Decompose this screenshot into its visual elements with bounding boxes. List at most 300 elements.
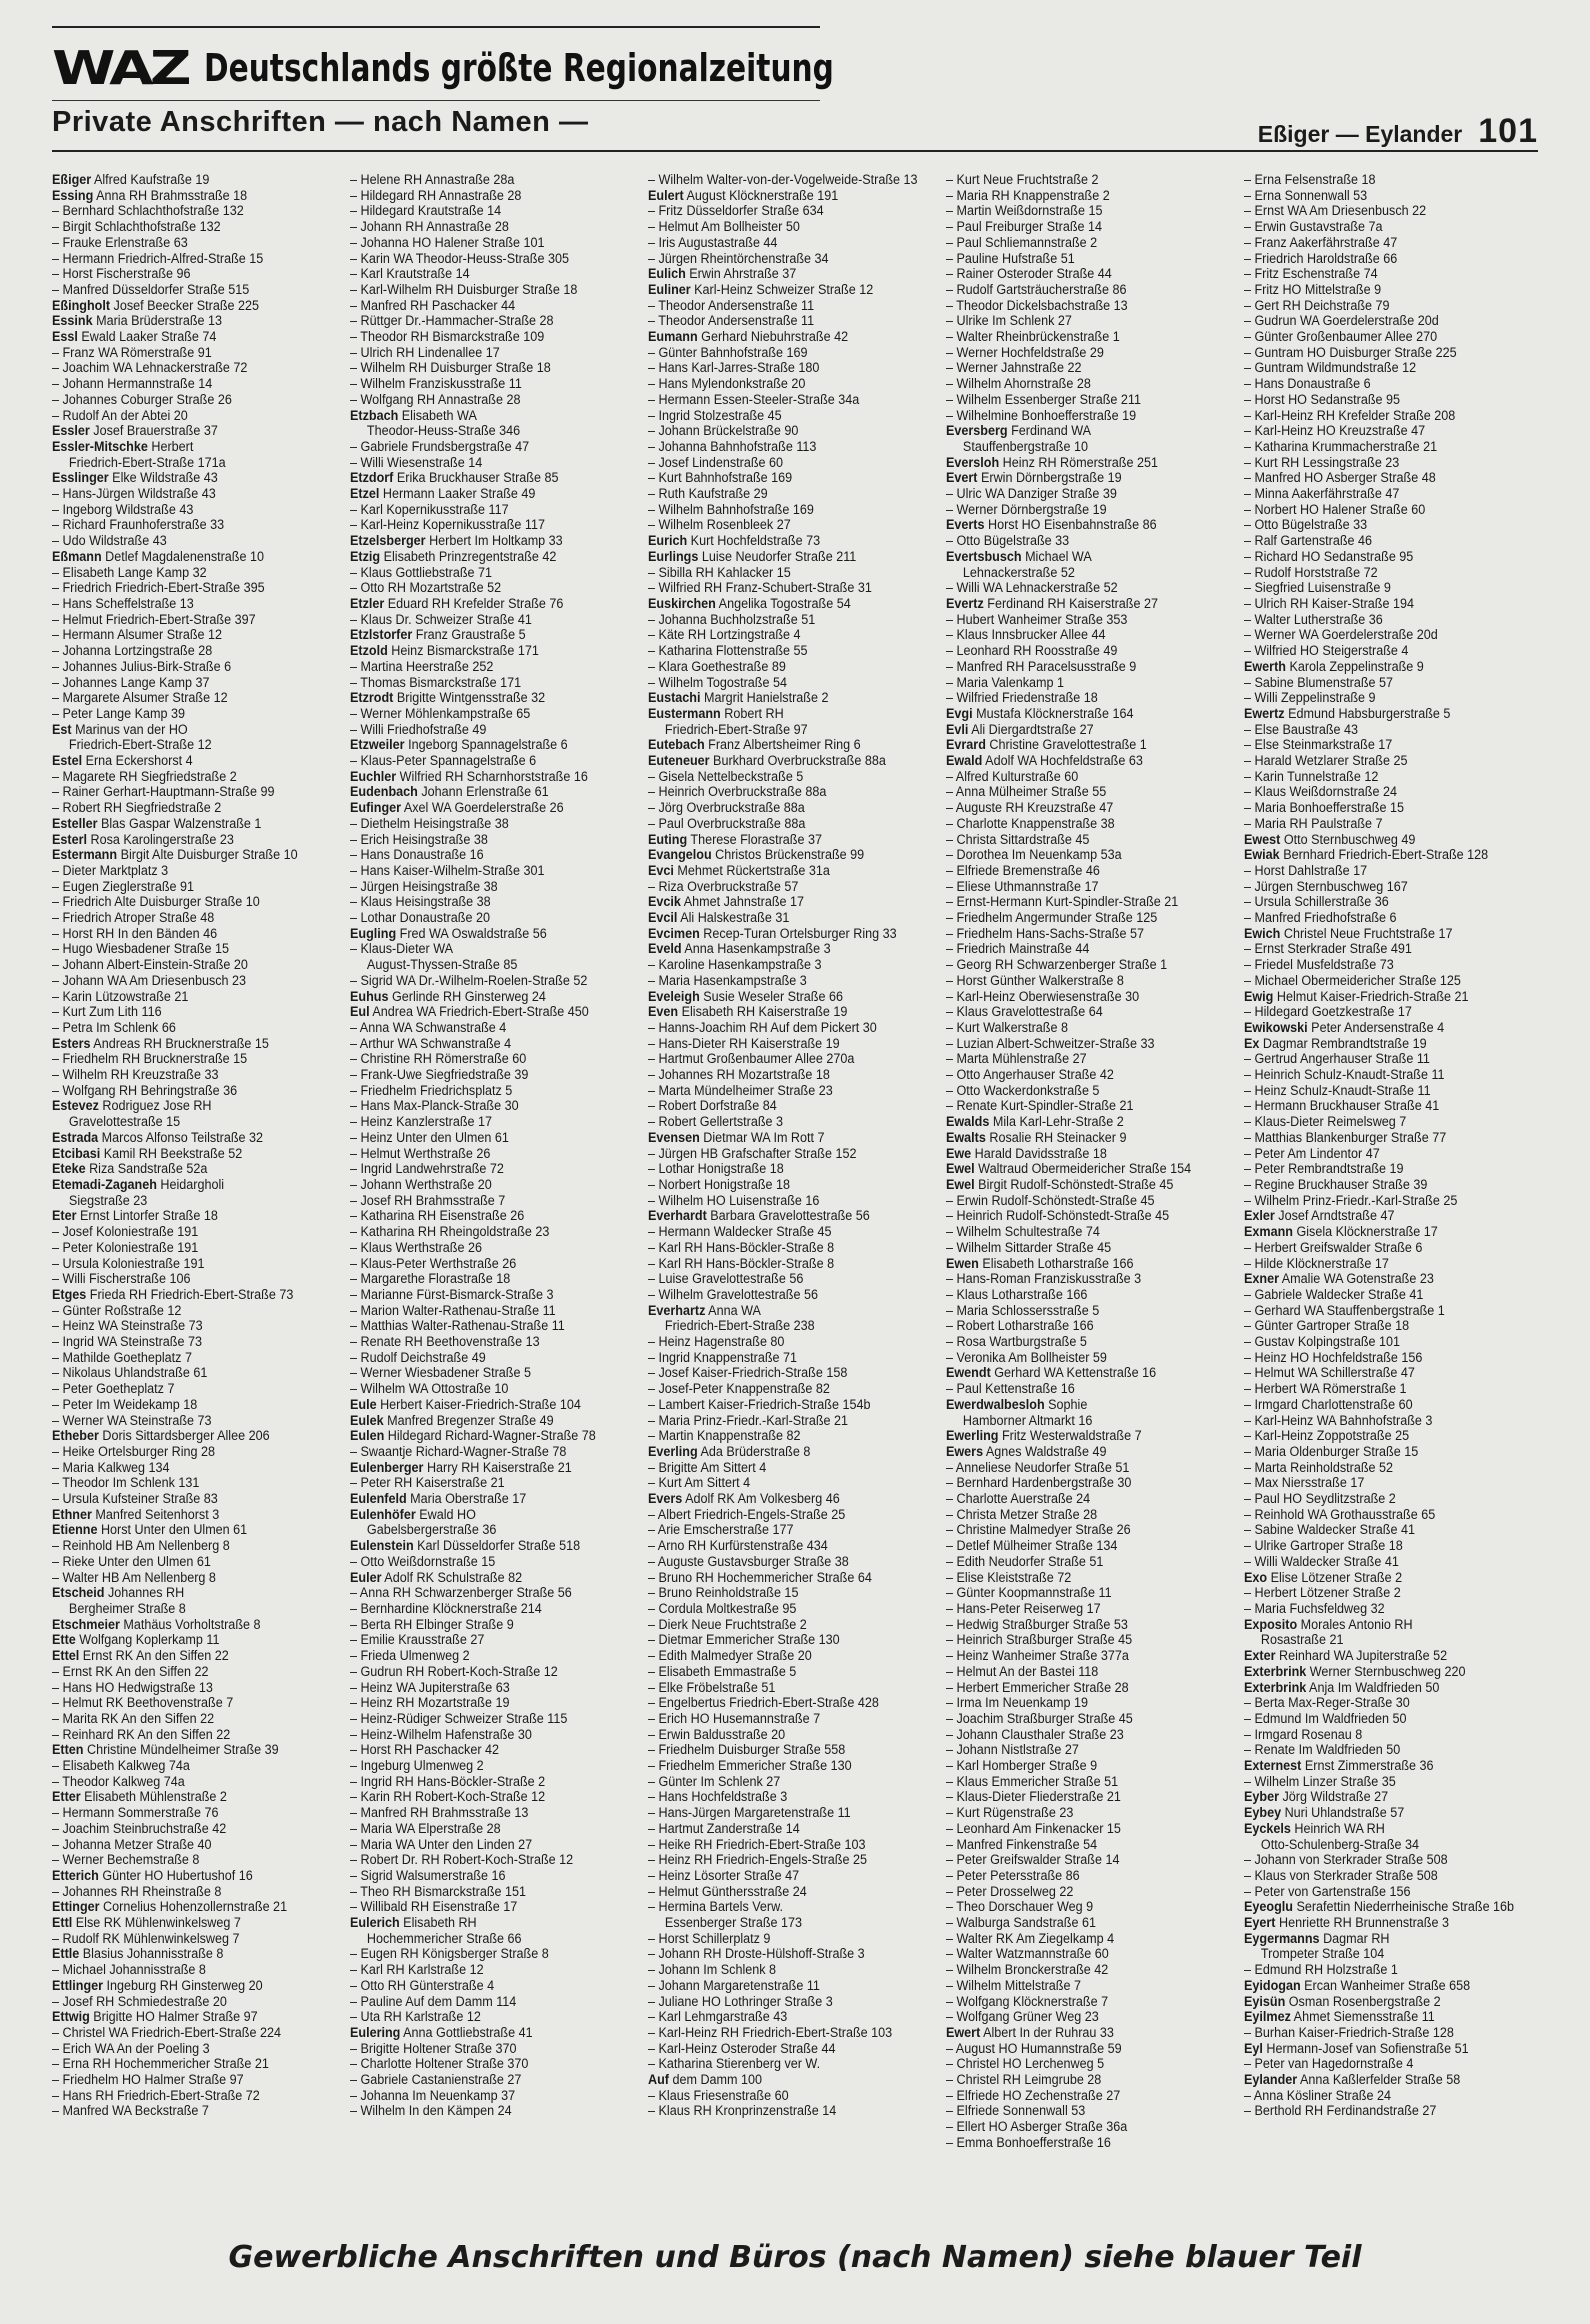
- directory-entry: Essler Josef Brauerstraße 37: [52, 423, 218, 439]
- directory-entry: Eufinger Axel WA Goerdelerstraße 26: [350, 800, 564, 816]
- directory-entry: Essing Anna RH Brahmsstraße 18: [52, 187, 248, 203]
- directory-entry: – Willi Wiesenstraße 14: [350, 454, 483, 470]
- directory-entry: – Werner Möhlenkampstraße 65: [350, 705, 531, 721]
- directory-entry: – Matthias Walter-Rathenau-Straße 11: [350, 1318, 565, 1334]
- directory-entry: – Helmut Werthstraße 26: [350, 1145, 491, 1161]
- directory-entry: – Ingrid WA Steinstraße 73: [52, 1334, 202, 1350]
- directory-entry: – Johann Nistlstraße 27: [946, 1742, 1079, 1758]
- directory-entry: Essenberger Straße 173: [664, 1915, 803, 1931]
- directory-entry: – Wilhelm RH Duisburger Straße 18: [350, 360, 551, 376]
- directory-entry: Evcil Ali Halskestraße 31: [648, 910, 790, 926]
- directory-entry: Externest Ernst Zimmerstraße 36: [1244, 1758, 1434, 1774]
- masthead-rule: [52, 100, 820, 101]
- directory-entry: – Werner Wiesbadener Straße 5: [350, 1365, 531, 1381]
- directory-entry: – Erwin Baldusstraße 20: [648, 1726, 786, 1742]
- directory-entry: – Marion Walter-Rathenau-Straße 11: [350, 1302, 556, 1318]
- directory-entry: – Fritz HO Mittelstraße 9: [1244, 281, 1382, 297]
- directory-entry: – Erich Heisingstraße 38: [350, 831, 488, 847]
- directory-entry: – Otto Weißdornstraße 15: [350, 1553, 496, 1569]
- directory-entry: – Walter Lutherstraße 36: [1244, 611, 1383, 627]
- directory-entry: – Wilhelm Togostraße 54: [648, 674, 787, 690]
- directory-entry: – Johannes Coburger Straße 26: [52, 391, 232, 407]
- directory-entry: – Friedhelm Hans-Sachs-Straße 57: [946, 925, 1144, 941]
- directory-entry: Etzrodt Brigitte Wintgensstraße 32: [350, 690, 546, 706]
- directory-entry: Eurich Kurt Hochfeldstraße 73: [648, 533, 821, 549]
- directory-entry: – Wilhelm Gravelottestraße 56: [648, 1286, 818, 1302]
- top-rule: [52, 26, 820, 28]
- directory-entry: – Michael Johannisstraße 8: [52, 1962, 206, 1978]
- directory-entry: Eulich Erwin Ahrstraße 37: [648, 266, 797, 282]
- directory-entry: – Willibald RH Eisenstraße 17: [350, 1899, 518, 1915]
- directory-entry: – Hans Max-Planck-Straße 30: [350, 1098, 519, 1114]
- directory-entry: Estevez Rodriguez Jose RH: [52, 1098, 212, 1114]
- directory-entry: Evli Ali Diergardtstraße 27: [946, 721, 1094, 737]
- directory-entry: – Heinz Unter den Ulmen 61: [350, 1129, 509, 1145]
- directory-entry: – Auguste RH Kreuzstraße 47: [946, 800, 1114, 816]
- directory-entry: – Sabine Blumenstraße 57: [1244, 674, 1394, 690]
- header-rule: [52, 150, 1538, 152]
- directory-entry: – Paul HO Seydlitzstraße 2: [1244, 1491, 1396, 1507]
- directory-entry: – Rudolf RK Mühlenwinkelsweg 7: [52, 1930, 240, 1946]
- directory-entry: – Herbert Greifswalder Straße 6: [1244, 1239, 1423, 1255]
- directory-entry: – Pauline Hufstraße 51: [946, 250, 1075, 266]
- directory-entry: – Klaus-Dieter Fliederstraße 21: [946, 1789, 1121, 1805]
- directory-column: [1244, 172, 1538, 2202]
- directory-entry: – Ernst WA Am Driesenbusch 22: [1244, 203, 1427, 219]
- directory-entry: – Manfred WA Beckstraße 7: [52, 2103, 209, 2119]
- directory-entry: – Johann von Sterkrader Straße 508: [1244, 1852, 1448, 1868]
- directory-entry: Etzold Heinz Bismarckstraße 171: [350, 643, 539, 659]
- directory-entry: – Erwin Gustavstraße 7a: [1244, 219, 1383, 235]
- directory-entry: Etzler Eduard RH Krefelder Straße 76: [350, 595, 564, 611]
- directory-entry: – Christine RH Römerstraße 60: [350, 1051, 527, 1067]
- directory-entry: Exler Josef Arndtstraße 47: [1244, 1208, 1395, 1224]
- directory-entry: – Elisabeth Emmastraße 5: [648, 1663, 797, 1679]
- directory-entry: Siegstraße 23: [68, 1192, 148, 1208]
- directory-entry: – Fritz Eschenstraße 74: [1244, 266, 1378, 282]
- directory-entry: Ewerdwalbesloh Sophie: [946, 1396, 1088, 1412]
- directory-entry: – Charlotte Holtener Straße 370: [350, 2056, 529, 2072]
- directory-entry: – Johann Hermannstraße 14: [52, 376, 213, 392]
- directory-entry: Everhartz Anna WA: [648, 1302, 761, 1318]
- directory-entry: – Marta Reinholdstraße 52: [1244, 1459, 1394, 1475]
- directory-entry: – Wilhelm Walter-von-der-Vogelweide-Straße 13: [648, 172, 918, 187]
- directory-entry: Euskirchen Angelika Togostraße 54: [648, 595, 851, 611]
- directory-entry: Even Elisabeth RH Kaiserstraße 19: [648, 1004, 848, 1020]
- directory-entry: – Rudolf Deichstraße 49: [350, 1349, 486, 1365]
- directory-entry: – Klaus Emmericher Straße 51: [946, 1773, 1119, 1789]
- directory-entry: – Arthur WA Schwanstraße 4: [350, 1035, 512, 1051]
- directory-entry: – Ingeborg Wildstraße 43: [52, 501, 194, 517]
- directory-entry: – Wilhelm RH Kreuzstraße 33: [52, 1067, 219, 1083]
- directory-entry: – Hans-Roman Franziskusstraße 3: [946, 1271, 1142, 1287]
- directory-entry: – Kurt Walkerstraße 8: [946, 1019, 1068, 1035]
- directory-entry: Esters Andreas RH Brucknerstraße 15: [52, 1035, 269, 1051]
- directory-entry: – Diethelm Heisingstraße 38: [350, 815, 509, 831]
- directory-entry: – Horst Dahlstraße 17: [1244, 862, 1368, 878]
- directory-entry: – Walter Watzmannstraße 60: [946, 1946, 1109, 1962]
- directory-entry: – Berta RH Elbinger Straße 9: [350, 1616, 514, 1632]
- directory-entry: – Hans Kaiser-Wilhelm-Straße 301: [350, 862, 545, 878]
- directory-entry: Bergheimer Straße 8: [68, 1600, 186, 1616]
- directory-entry: – Theo RH Bismarckstraße 151: [350, 1883, 527, 1899]
- directory-entry: Ewig Helmut Kaiser-Friedrich-Straße 21: [1244, 988, 1469, 1004]
- directory-entry: – Karl-Heinz Osteroder Straße 44: [648, 2040, 836, 2056]
- directory-entry: Everts Horst HO Eisenbahnstraße 86: [946, 517, 1157, 533]
- directory-entry: – Gustav Kolpingstraße 101: [1244, 1334, 1401, 1350]
- directory-entry: Exmann Gisela Klöcknerstraße 17: [1244, 1224, 1438, 1240]
- directory-entry: – Margarethe Florastraße 18: [350, 1271, 511, 1287]
- directory-entry: – Walter RK Am Ziegelkamp 4: [946, 1930, 1115, 1946]
- directory-entry: – Richard HO Sedanstraße 95: [1244, 548, 1414, 564]
- directory-entry: – Wilfried Friedenstraße 18: [946, 690, 1098, 706]
- directory-entry: – Petra Im Schlenk 66: [52, 1019, 176, 1035]
- directory-entry: Euteneuer Burkhard Overbruckstraße 88a: [648, 753, 886, 769]
- directory-entry: – Reinhard RK An den Siffen 22: [52, 1726, 231, 1742]
- directory-entry: – Kurt Am Sittert 4: [648, 1475, 751, 1491]
- directory-entry: – Max Niersstraße 17: [1244, 1475, 1365, 1491]
- directory-entry: Etemadi-Zaganeh Heidargholi: [52, 1177, 225, 1192]
- directory-entry: – Dierk Neue Fruchtstraße 2: [648, 1616, 807, 1632]
- directory-entry: Eyeoglu Serafettin Niederrheinische Straße 16b: [1244, 1899, 1515, 1915]
- directory-entry: Ewiak Bernhard Friedrich-Ebert-Straße 128: [1244, 847, 1489, 863]
- directory-entry: – Harald Wetzlarer Straße 25: [1244, 753, 1408, 769]
- directory-entry: – Peter Lange Kamp 39: [52, 705, 185, 721]
- directory-entry: – Theodor RH Bismarckstraße 109: [350, 329, 545, 345]
- directory-entry: – Joachim Straßburger Straße 45: [946, 1710, 1133, 1726]
- directory-entry: Eudenbach Johann Erlenstraße 61: [350, 784, 549, 800]
- directory-entry: – Otto Wackerdonkstraße 5: [946, 1082, 1100, 1098]
- directory-entry: – Charlotte Auerstraße 24: [946, 1491, 1091, 1507]
- directory-entry: – Martin Weißdornstraße 15: [946, 203, 1103, 219]
- directory-entry: Exposito Morales Antonio RH: [1244, 1616, 1413, 1632]
- directory-entry: – Maria RH Paulstraße 7: [1244, 815, 1383, 831]
- directory-entry: – Peter Rembrandtstraße 19: [1244, 1161, 1404, 1177]
- directory-entry: Ettwig Brigitte HO Halmer Straße 97: [52, 2009, 258, 2025]
- directory-entry: – Erna Sonnenwall 53: [1244, 187, 1368, 203]
- directory-entry: Evci Mehmet Rückertstraße 31a: [648, 862, 830, 878]
- directory-entry: – Klaus-Dieter WA: [350, 941, 454, 957]
- directory-entry: – Walburga Sandstraße 61: [946, 1915, 1096, 1931]
- directory-entry: – Riza Overbruckstraße 57: [648, 878, 799, 894]
- directory-entry: – Johann Clausthaler Straße 23: [946, 1726, 1124, 1742]
- directory-entry: – Georg RH Schwarzenberger Straße 1: [946, 957, 1168, 973]
- directory-entry: Etzel Hermann Laaker Straße 49: [350, 486, 536, 502]
- directory-entry: – Karl Kopernikusstraße 117: [350, 501, 509, 517]
- directory-entry: – Erich WA An der Poeling 3: [52, 2040, 210, 2056]
- directory-entry: – Maria RH Knappenstraße 2: [946, 187, 1110, 203]
- directory-entry: – Erna RH Hochemmericher Straße 21: [52, 2056, 269, 2072]
- directory-entry: – Klaus Dr. Schweizer Straße 41: [350, 611, 532, 627]
- directory-entry: – Irmgard Charlottenstraße 60: [1244, 1396, 1413, 1412]
- directory-entry: Eyckels Heinrich WA RH: [1244, 1820, 1385, 1836]
- directory-entry: – Hermann Friedrich-Alfred-Straße 15: [52, 250, 264, 266]
- directory-entry: – Wilhelm WA Ottostraße 10: [350, 1381, 509, 1397]
- directory-entry: – Wilhelmine Bonhoefferstraße 19: [946, 407, 1137, 423]
- directory-entry: Ewert Albert In der Ruhrau 33: [946, 2024, 1114, 2040]
- directory-entry: – Johannes RH Rheinstraße 8: [52, 1883, 222, 1899]
- directory-entry: – Christa Metzer Straße 28: [946, 1506, 1098, 1522]
- directory-entry: – Christine Malmedyer Straße 26: [946, 1522, 1131, 1538]
- directory-entry: – Gabriele Waldecker Straße 41: [1244, 1286, 1424, 1302]
- directory-entry: – Josef RH Schmiedestraße 20: [52, 1993, 227, 2009]
- directory-entry: Evrard Christine Gravelottestraße 1: [946, 737, 1147, 753]
- directory-entry: – Rainer Gerhart-Hauptmann-Straße 99: [52, 784, 275, 800]
- directory-entry: – Christel WA Friedrich-Ebert-Straße 224: [52, 2024, 281, 2040]
- directory-columns: [52, 172, 1538, 2202]
- directory-entry: Etschmeier Mathäus Vorholtstraße 8: [52, 1616, 261, 1632]
- directory-entry: – Karl-Heinz HO Kreuzstraße 47: [1244, 423, 1426, 439]
- directory-entry: – Herbert WA Römerstraße 1: [1244, 1381, 1407, 1397]
- directory-entry: – Johanna Metzer Straße 40: [52, 1836, 212, 1852]
- directory-entry: – Willi Fischerstraße 106: [52, 1271, 191, 1287]
- directory-entry: – Wolfgang Klöcknerstraße 7: [946, 1993, 1109, 2009]
- directory-entry: – Erwin Rudolf-Schönstedt-Straße 45: [946, 1192, 1155, 1208]
- directory-entry: – Hans HO Hedwigstraße 13: [52, 1679, 213, 1695]
- directory-entry: – Ursula Koloniestraße 191: [52, 1255, 205, 1271]
- directory-entry: – Hans Scheffelstraße 13: [52, 595, 194, 611]
- directory-entry: – Horst Günther Walkerstraße 8: [946, 972, 1124, 988]
- directory-entry: – Theodor Dickelsbachstraße 13: [946, 297, 1128, 313]
- directory-entry: – Emma Bonhoefferstraße 16: [946, 2134, 1111, 2150]
- directory-entry: Eybey Nuri Uhlandstraße 57: [1244, 1805, 1405, 1821]
- directory-entry: – Paul Overbruckstraße 88a: [648, 815, 806, 831]
- directory-entry: – Johann Brückelstraße 90: [648, 423, 799, 439]
- directory-entry: – Theo Dorschauer Weg 9: [946, 1899, 1094, 1915]
- directory-entry: – Günter Koopmannstraße 11: [946, 1585, 1112, 1601]
- directory-entry: – Helmut Günthersstraße 24: [648, 1883, 807, 1899]
- directory-entry: – Theodor Im Schlenk 131: [52, 1475, 200, 1491]
- directory-entry: Ettinger Cornelius Hohenzollernstraße 21: [52, 1899, 288, 1915]
- directory-entry: – Ruth Kaufstraße 29: [648, 486, 768, 502]
- directory-entry: – Guntram Wildmundstraße 12: [1244, 360, 1417, 376]
- directory-entry: – Swaantje Richard-Wagner-Straße 78: [350, 1443, 567, 1459]
- directory-entry: – Johanna Bahnhofstraße 113: [648, 438, 817, 454]
- directory-entry: – Willi Friedhofstraße 49: [350, 721, 487, 737]
- directory-column: [350, 172, 644, 2202]
- directory-entry: Otto-Schulenberg-Straße 34: [1260, 1836, 1420, 1852]
- directory-entry: – Friedrich Atroper Straße 48: [52, 910, 215, 926]
- directory-entry: – Heinrich Straßburger Straße 45: [946, 1632, 1133, 1648]
- directory-entry: – Karl-Heinz WA Bahnhofstraße 3: [1244, 1412, 1433, 1428]
- directory-entry: – Hans-Peter Reiserweg 17: [946, 1600, 1101, 1616]
- directory-entry: – Lambert Kaiser-Friedrich-Straße 154b: [648, 1396, 871, 1412]
- directory-entry: Ewerth Karola Zeppelinstraße 9: [1244, 658, 1424, 674]
- directory-entry: – Paul Kettenstraße 16: [946, 1381, 1075, 1397]
- directory-entry: – Maria Hasenkampstraße 3: [648, 972, 807, 988]
- directory-entry: – Erich HO Husemannstraße 7: [648, 1710, 821, 1726]
- directory-entry: – Ulrich RH Lindenallee 17: [350, 344, 500, 360]
- directory-entry: – Ulric WA Danziger Straße 39: [946, 486, 1117, 502]
- directory-entry: – Wilhelm Franziskusstraße 11: [350, 376, 522, 392]
- directory-entry: – Theodor Andersenstraße 11: [648, 297, 815, 313]
- directory-entry: – Wolfgang RH Behringstraße 36: [52, 1082, 238, 1098]
- directory-entry: Ewertz Edmund Habsburgerstraße 5: [1244, 705, 1451, 721]
- directory-entry: – Bruno RH Hochemmericher Straße 64: [648, 1569, 872, 1585]
- directory-entry: Eyert Henriette RH Brunnenstraße 3: [1244, 1915, 1450, 1931]
- directory-entry: – Klaus-Dieter Reimelsweg 7: [1244, 1114, 1407, 1130]
- directory-entry: – Heinrich Schulz-Knaudt-Straße 11: [1244, 1067, 1445, 1083]
- directory-entry: Eßiger Alfred Kaufstraße 19: [52, 172, 210, 187]
- directory-entry: Eugling Fred WA Oswaldstraße 56: [350, 925, 547, 941]
- directory-entry: – Pauline Auf dem Damm 114: [350, 1993, 517, 2009]
- directory-entry: – Karl RH Hans-Böckler-Straße 8: [648, 1239, 835, 1255]
- directory-entry: – Karin WA Theodor-Heuss-Straße 305: [350, 250, 569, 266]
- directory-entry: – Marita RK An den Siffen 22: [52, 1710, 215, 1726]
- directory-entry: – Klaus-Peter Spannagelstraße 6: [350, 753, 537, 769]
- directory-entry: Eversberg Ferdinand WA: [946, 423, 1092, 439]
- directory-entry: Friedrich-Ebert-Straße 171a: [68, 454, 226, 470]
- directory-entry: – Norbert Honigstraße 18: [648, 1177, 791, 1192]
- directory-entry: Etterich Günter HO Hubertushof 16: [52, 1867, 253, 1883]
- directory-entry: – Klaus-Peter Werthstraße 26: [350, 1255, 517, 1271]
- directory-entry: – Klaus Werthstraße 26: [350, 1239, 482, 1255]
- directory-entry: Everling Ada Brüderstraße 8: [648, 1443, 811, 1459]
- directory-entry: – Peter Im Weidekamp 18: [52, 1396, 198, 1412]
- directory-column: [946, 172, 1240, 2202]
- directory-entry: – Sigrid WA Dr.-Wilhelm-Roelen-Straße 52: [350, 972, 588, 988]
- directory-entry: – Kurt Neue Fruchtstraße 2: [946, 172, 1099, 187]
- directory-entry: – Uta RH Karlstraße 12: [350, 2009, 481, 2025]
- directory-entry: Evers Adolf RK Am Volkesberg 46: [648, 1491, 840, 1507]
- directory-entry: – Klara Goethestraße 89: [648, 658, 786, 674]
- directory-entry: Eyilmez Ahmet Siemensstraße 11: [1244, 2009, 1435, 2025]
- directory-entry: Eul Andrea WA Friedrich-Ebert-Straße 450: [350, 1004, 589, 1020]
- directory-entry: – Ulrike Gartroper Straße 18: [1244, 1538, 1403, 1554]
- directory-entry: – Robert RH Siegfriedstraße 2: [52, 800, 222, 816]
- directory-entry: – Anna WA Schwanstraße 4: [350, 1019, 507, 1035]
- directory-entry: – Renate RH Beethovenstraße 13: [350, 1334, 540, 1350]
- directory-entry: – Ingrid Knappenstraße 71: [648, 1349, 798, 1365]
- directory-entry: – Brigitte Holtener Straße 370: [350, 2040, 517, 2056]
- directory-entry: – Eugen Zieglerstraße 91: [52, 878, 195, 894]
- directory-entry: – Rudolf An der Abtei 20: [52, 407, 188, 423]
- directory-entry: – Klaus von Sterkrader Straße 508: [1244, 1867, 1438, 1883]
- directory-entry: – Hans Donaustraße 6: [1244, 376, 1371, 392]
- directory-entry: – Wilhelm Bahnhofstraße 169: [648, 501, 814, 517]
- directory-entry: Etzlstorfer Franz Graustraße 5: [350, 627, 526, 643]
- directory-entry: Ewalts Rosalie RH Steinacker 9: [946, 1129, 1127, 1145]
- directory-entry: – Elfriede Bremenstraße 46: [946, 862, 1100, 878]
- directory-entry: – Otto Bügelstraße 33: [946, 533, 1070, 549]
- directory-entry: – Peter Am Lindentor 47: [1244, 1145, 1380, 1161]
- directory-entry: – Maria WA Unter den Linden 27: [350, 1836, 533, 1852]
- directory-entry: Esterl Rosa Karolingerstraße 23: [52, 831, 234, 847]
- directory-entry: Eulenhöfer Ewald HO: [350, 1506, 476, 1522]
- directory-entry: – Arno RH Kurfürstenstraße 434: [648, 1538, 828, 1554]
- directory-entry: – Josef RH Brahmsstraße 7: [350, 1192, 506, 1208]
- directory-entry: Euliner Karl-Heinz Schweizer Straße 12: [648, 281, 874, 297]
- directory-entry: – Frieda Ulmenweg 2: [350, 1648, 470, 1664]
- directory-entry: – Christel RH Leimgrube 28: [946, 2072, 1102, 2088]
- directory-entry: – Maria Oldenburger Straße 15: [1244, 1443, 1419, 1459]
- directory-entry: – Gisela Nettelbeckstraße 5: [648, 768, 804, 784]
- directory-entry: – Maria Valenkamp 1: [946, 674, 1065, 690]
- directory-entry: – Hanns-Joachim RH Auf dem Pickert 30: [648, 1019, 877, 1035]
- directory-entry: – Birgit Schlachthofstraße 132: [52, 219, 221, 235]
- directory-entry: Etzbach Elisabeth WA: [350, 407, 477, 423]
- directory-entry: – Johanna Lortzingstraße 28: [52, 643, 213, 659]
- directory-entry: Ewikowski Peter Andersenstraße 4: [1244, 1019, 1445, 1035]
- directory-entry: – Mathilde Goetheplatz 7: [52, 1349, 192, 1365]
- directory-entry: – Detlef Mülheimer Straße 134: [946, 1538, 1118, 1554]
- directory-entry: – Helmut An der Bastei 118: [946, 1663, 1099, 1679]
- directory-entry: – Robert Dr. RH Robert-Koch-Straße 12: [350, 1852, 574, 1868]
- directory-entry: Eutebach Franz Albertsheimer Ring 6: [648, 737, 861, 753]
- directory-entry: Eulert August Klöcknerstraße 191: [648, 187, 839, 203]
- directory-entry: – Wilfried RH Franz-Schubert-Straße 31: [648, 580, 872, 596]
- directory-entry: – Otto RH Günterstraße 4: [350, 1977, 495, 1993]
- directory-entry: – Wilhelm Schultestraße 74: [946, 1224, 1100, 1240]
- directory-entry: – Manfred Düsseldorfer Straße 515: [52, 281, 250, 297]
- directory-entry: – Johann WA Am Driesenbusch 23: [52, 972, 247, 988]
- directory-entry: – Gabriele Castanienstraße 27: [350, 2072, 522, 2088]
- directory-entry: – Manfred RH Paschacker 44: [350, 297, 516, 313]
- directory-entry: Eyisün Osman Rosenbergstraße 2: [1244, 1993, 1441, 2009]
- directory-entry: – Werner WA Steinstraße 73: [52, 1412, 212, 1428]
- directory-entry: – Lothar Honigstraße 18: [648, 1161, 784, 1177]
- directory-entry: – Luzian Albert-Schweitzer-Straße 33: [946, 1035, 1155, 1051]
- directory-entry: Ewendt Gerhard WA Kettenstraße 16: [946, 1365, 1157, 1381]
- directory-entry: Etzdorf Erika Bruckhauser Straße 85: [350, 470, 559, 486]
- directory-entry: – Kurt Rügenstraße 23: [946, 1805, 1074, 1821]
- directory-entry: Ewe Harald Davidsstraße 18: [946, 1145, 1107, 1161]
- directory-entry: – Peter von Gartenstraße 156: [1244, 1883, 1411, 1899]
- directory-entry: – Veronika Am Bollheister 59: [946, 1349, 1107, 1365]
- directory-entry: – Iris Augustastraße 44: [648, 234, 778, 250]
- directory-entry: – Heinz Lösorter Straße 47: [648, 1867, 800, 1883]
- directory-entry: – Eliese Uthmannstraße 17: [946, 878, 1099, 894]
- directory-entry: Evcimen Recep-Turan Ortelsburger Ring 33: [648, 925, 897, 941]
- directory-entry: – Josef Kaiser-Friedrich-Straße 158: [648, 1365, 848, 1381]
- directory-entry: – Bruno Reinholdstraße 15: [648, 1585, 799, 1601]
- directory-entry: Eßmann Detlef Magdalenenstraße 10: [52, 548, 264, 564]
- newspaper-logo: WAZ: [52, 41, 188, 95]
- directory-entry: Evensen Dietmar WA Im Rott 7: [648, 1129, 825, 1145]
- directory-entry: – Elfriede Sonnenwall 53: [946, 2103, 1086, 2119]
- directory-entry: – Helmut Friedrich-Ebert-Straße 397: [52, 611, 256, 627]
- directory-entry: – Manfred RH Paracelsusstraße 9: [946, 658, 1137, 674]
- directory-entry: – Dorothea Im Neuenkamp 53a: [946, 847, 1122, 863]
- directory-entry: – Siegfried Luisenstraße 9: [1244, 580, 1391, 596]
- directory-entry: – Hans RH Friedrich-Ebert-Straße 72: [52, 2087, 260, 2103]
- directory-entry: – Otto Angerhauser Straße 42: [946, 1067, 1114, 1083]
- directory-entry: – Heinz RH Friedrich-Engels-Straße 25: [648, 1852, 867, 1868]
- directory-entry: Eulering Anna Gottliebstraße 41: [350, 2024, 533, 2040]
- directory-entry: – Willi Zeppelinstraße 9: [1244, 690, 1376, 706]
- directory-entry: – Hartmut Zanderstraße 14: [648, 1820, 800, 1836]
- directory-entry: – August HO Humannstraße 59: [946, 2040, 1122, 2056]
- directory-entry: – Paul Schliemannstraße 2: [946, 234, 1098, 250]
- directory-entry: Ette Wolfgang Koplerkamp 11: [52, 1632, 220, 1648]
- directory-entry: – Robert Lotharstraße 166: [946, 1318, 1094, 1334]
- directory-entry: – Karin Tunnelstraße 12: [1244, 768, 1379, 784]
- directory-entry: – Helmut WA Schillerstraße 47: [1244, 1365, 1415, 1381]
- directory-entry: – Friedrich Haroldstraße 66: [1244, 250, 1398, 266]
- directory-entry: – Karl RH Karlstraße 12: [350, 1962, 484, 1978]
- name-range: Eßiger — Eylander: [1257, 121, 1463, 147]
- directory-entry: – Wilhelm Bronckerstraße 42: [946, 1962, 1109, 1978]
- directory-entry: – Ernst RK An den Siffen 22: [52, 1663, 209, 1679]
- directory-entry: – Manfred Finkenstraße 54: [946, 1836, 1098, 1852]
- directory-entry: Est Marinus van der HO: [52, 721, 188, 737]
- directory-entry: – Klaus RH Kronprinzenstraße 14: [648, 2103, 837, 2119]
- directory-entry: Eygermanns Dagmar RH: [1244, 1930, 1390, 1946]
- directory-entry: – Wilhelm In den Kämpen 24: [350, 2103, 512, 2119]
- directory-entry: Everhardt Barbara Gravelottestraße 56: [648, 1208, 870, 1224]
- directory-entry: – Hans Hochfeldstraße 3: [648, 1789, 788, 1805]
- directory-entry: Ewald Adolf WA Hochfeldstraße 63: [946, 753, 1143, 769]
